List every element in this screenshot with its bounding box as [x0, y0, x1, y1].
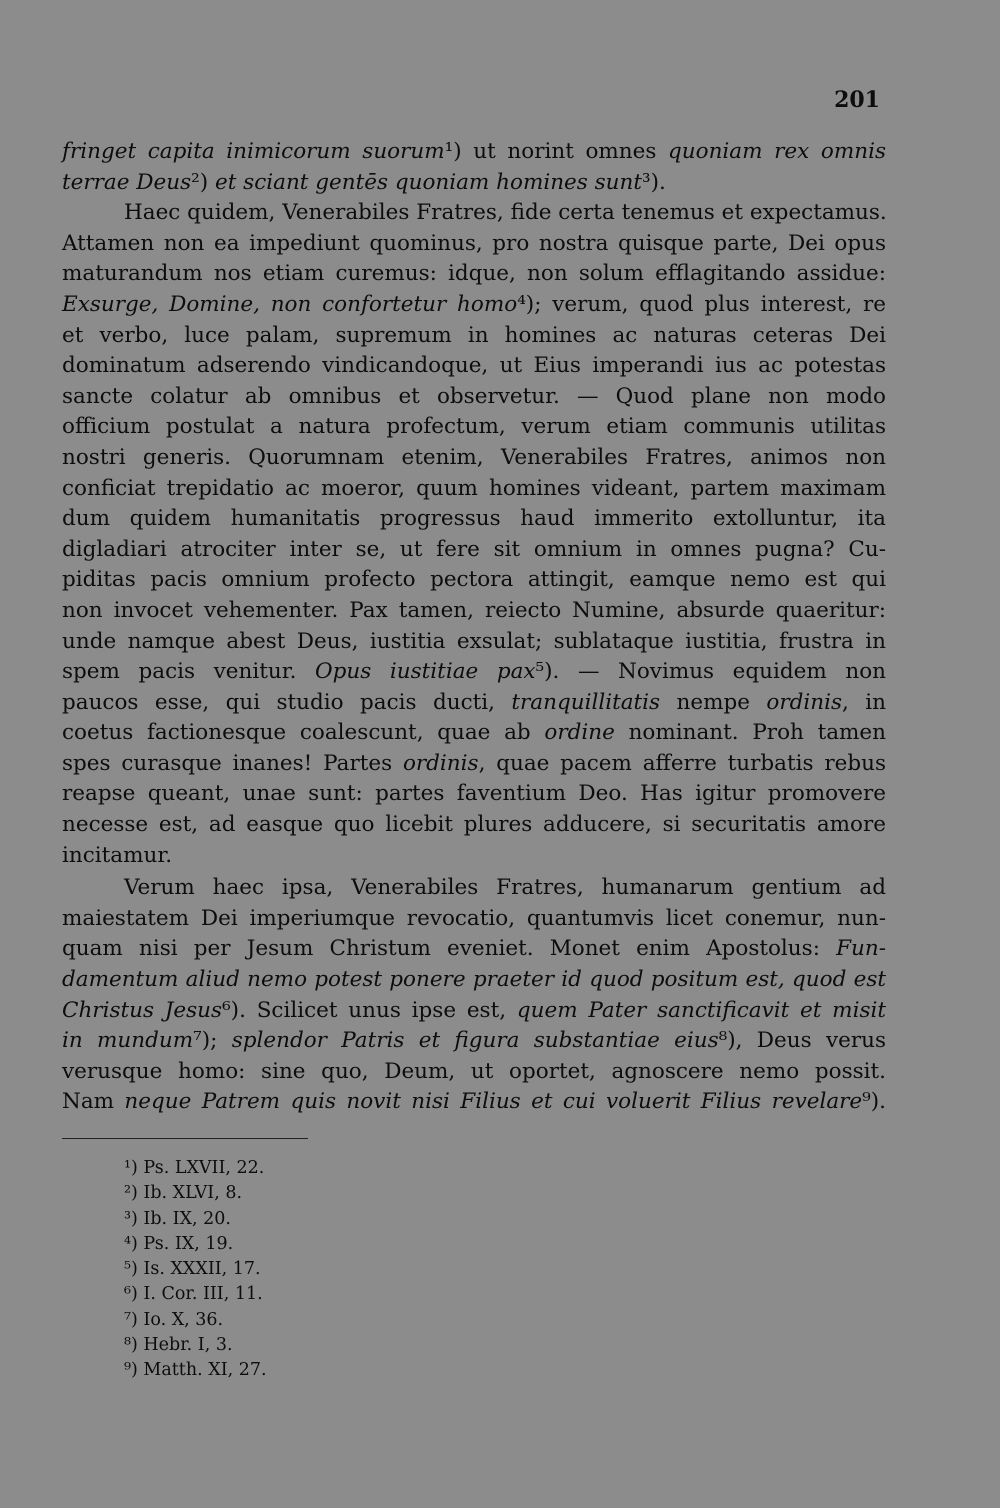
text-line: digladiari atrociter inter se, ut fere sit omnium in omnes pugna? Cu- — [62, 536, 886, 562]
text-line: Exsurge, Domine, non confortetur homo⁴); verum, quod plus interest, re — [62, 291, 886, 317]
text-line: dominatum adserendo vindicandoque, ut Eius imperandi ius ac potestas — [62, 353, 886, 379]
text-line: verusque homo: sine quo, Deum, ut oportet, agnoscere nemo possit. — [62, 1058, 886, 1084]
text-line: paucos esse, qui studio pacis ducti, tranquillitatis nempe ordinis, in — [62, 689, 886, 715]
text-line: incitamur. — [62, 842, 173, 868]
text-line: maturandum nos etiam curemus: idque, non solum efflagitando assidue: — [62, 261, 886, 287]
footnote-separator — [62, 1138, 308, 1139]
footnotes — [124, 1156, 267, 1384]
text-line: coetus factionesque coalescunt, quae ab ordine nominant. Proh tamen — [62, 720, 887, 746]
text-line: damentum aliud nemo potest ponere praeter id quod positum est, quod est — [62, 967, 886, 993]
text-line: in mundum⁷); splendor Patris et figura substantiae eius⁸), Deus verus — [62, 1028, 886, 1054]
text-line: nostri generis. Quorumnam etenim, Venerabiles Fratres, animos non — [62, 444, 886, 470]
text-line: conficiat trepidatio ac moeror, quum homines videant, partem maximam — [62, 475, 886, 501]
text-line: et verbo, luce palam, supremum in homines ac naturas ceteras Dei — [62, 322, 886, 348]
paragraph-1 — [62, 137, 886, 198]
footnote: ¹) Ps. LXVII, 22. — [124, 1158, 265, 1178]
text-line: Haec quidem, Venerabiles Fratres, fide certa tenemus et expectamus. — [124, 200, 887, 226]
text-line: reapse queant, unae sunt: partes faventium Deo. Has igitur promovere — [62, 781, 886, 807]
text-line: fringet capita inimicorum suorum¹) ut norint omnes quoniam rex omnis — [62, 139, 886, 164]
text-line: Nam neque Patrem quis novit nisi Filius et cui voluerit Filius revelare⁹). — [62, 1089, 886, 1115]
text-line: terrae Deus²) et sciant gentēs quoniam homines sunt³). — [62, 169, 666, 195]
text-line: spes curasque inanes! Partes ordinis, quae pacem afferre turbatis rebus — [62, 750, 886, 776]
text-line: piditas pacis omnium profecto pectora attingit, eamque nemo est qui — [62, 567, 886, 593]
text-line: quam nisi per Jesum Christum eveniet. Monet enim Apostolus: Fun- — [62, 936, 886, 962]
body-text — [62, 137, 886, 1118]
text-line: necesse est, ad easque quo licebit plures adducere, si securitatis amore — [62, 812, 886, 838]
text-line: dum quidem humanitatis progressus haud immerito extolluntur, ita — [62, 506, 886, 532]
footnote: ⁴) Ps. IX, 19. — [124, 1233, 234, 1254]
page-number: 201 — [834, 87, 880, 113]
paragraph-3 — [62, 873, 886, 1118]
text-line: Verum haec ipsa, Venerabiles Fratres, humanarum gentium ad — [124, 875, 886, 901]
text-line: Attamen non ea impediunt quominus, pro nostra quisque parte, Dei opus — [62, 230, 886, 256]
footnote: ⁶) I. Cor. III, 11. — [124, 1284, 263, 1305]
text-line: sancte colatur ab omnibus et observetur. — Quod plane non modo — [62, 383, 886, 409]
footnote: ⁵) Is. XXXII, 17. — [124, 1259, 261, 1280]
paragraph-2 — [62, 198, 886, 871]
footnote: ⁸) Hebr. I, 3. — [124, 1335, 233, 1356]
text-line: Christus Jesus⁶). Scilicet unus ipse est, quem Pater sanctificavit et misit — [62, 997, 886, 1023]
text-line: spem pacis venitur. Opus iustitiae pax⁵). — Novimus equidem non — [62, 659, 886, 685]
footnote: ⁷) Io. X, 36. — [124, 1309, 224, 1330]
footnote: ²) Ib. XLVI, 8. — [124, 1183, 243, 1204]
text-line: officium postulat a natura profectum, verum etiam communis utilitas — [62, 414, 886, 440]
text-line: unde namque abest Deus, iustitia exsulat; sublataque iustitia, frustra in — [62, 628, 886, 654]
text-line: maiestatem Dei imperiumque revocatio, quantumvis licet conemur, nun- — [62, 905, 886, 931]
text-line: non invocet vehementer. Pax tamen, reiecto Numine, absurde quaeritur: — [62, 597, 886, 623]
footnote: ³) Ib. IX, 20. — [124, 1208, 231, 1229]
footnote: ⁹) Matth. XI, 27. — [124, 1360, 267, 1381]
